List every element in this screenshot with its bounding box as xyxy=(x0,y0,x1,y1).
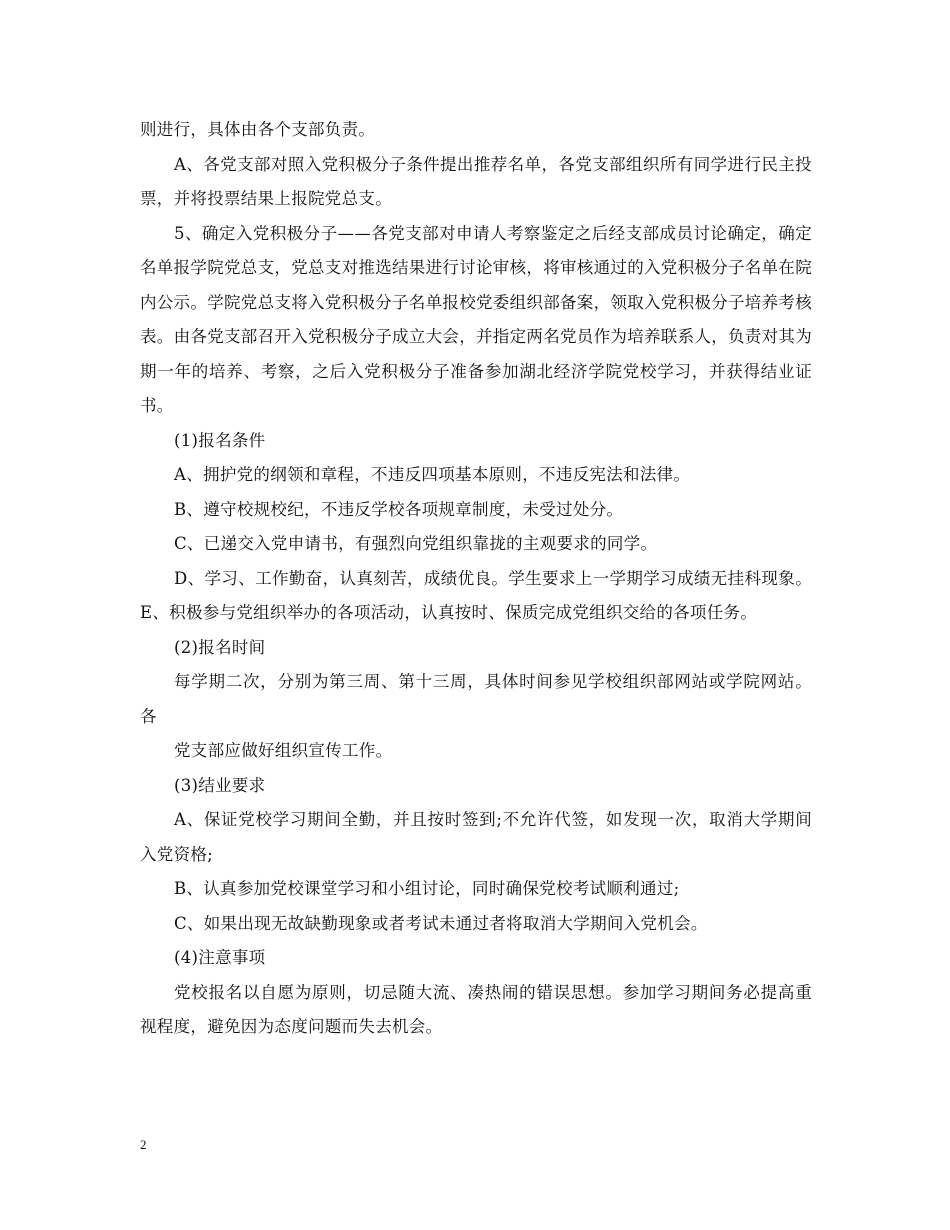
paragraph: (2)报名时间 xyxy=(174,637,266,657)
paragraph: (1)报名条件 xyxy=(174,430,266,450)
paragraph: A、拥护党的纲领和章程，不违反四项基本原则，不违反宪法和法律。 xyxy=(174,465,691,484)
paragraph: 则进行，具体由各个支部负责。 xyxy=(140,120,376,139)
paragraph: (4)注意事项 xyxy=(174,948,266,967)
paragraph: C、已递交入党申请书，有强烈向党组织靠拢的主观要求的同学。 xyxy=(174,534,658,553)
paragraph: B、遵守校规校纪，不违反学校各项规章制度，未受过处分。 xyxy=(174,499,624,519)
paragraph: 5、确定入党积极分子——各党支部对申请人考察鉴定之后经支部成员讨论确定，确定名单报学院党总支，党总支对推选结果进行讨论审核，将审核通过的入党积极分子名单在院内公示。学院党总支将入党积极分子名单报校党委组织部备案，领取入党积极分子培养考核表。由各党支部召开入党积极分子成立大会，并指定两名党员作为培养联系人，负责对其为期一年的培养、考察，之后入党积极分子准备参加湖北经济学院党校学习，并获得结业证书。 xyxy=(140,223,812,415)
paragraph: 党校报名以自愿为原则，切忌随大流、凑热闹的错误思想。参加学习期间务必提高重视程度，避免因为态度问题而失去机会。 xyxy=(140,982,812,1036)
paragraph: D、学习、工作勤奋，认真刻苦，成绩优良。学生要求上一学期学习成绩无挂科现象。E、积极参与党组织举办的各项活动，认真按时、保质完成党组织交给的各项任务。 xyxy=(140,568,812,622)
paragraph: A、各党支部对照入党积极分子条件提出推荐名单，各党支部组织所有同学进行民主投票，并将投票结果上报院党总支。 xyxy=(140,154,812,208)
paragraph: B、认真参加党校课堂学习和小组讨论，同时确保党校考试顺利通过; xyxy=(174,879,680,898)
paragraph: (3)结业要求 xyxy=(174,775,266,795)
paragraph: 每学期二次，分别为第三周、第十三周，具体时间参见学校组织部网站或学院网站。各 xyxy=(140,672,812,726)
paragraph: C、如果出现无故缺勤现象或者考试未通过者将取消大学期间入党机会。 xyxy=(174,913,708,933)
document-body xyxy=(140,113,812,1045)
paragraph: 党支部应做好组织宣传工作。 xyxy=(174,741,393,760)
paragraph: A、保证党校学习期间全勤，并且按时签到;不允许代签，如发现一次，取消大学期间入党资格; xyxy=(140,810,812,864)
page-number: 2 xyxy=(140,1137,147,1152)
